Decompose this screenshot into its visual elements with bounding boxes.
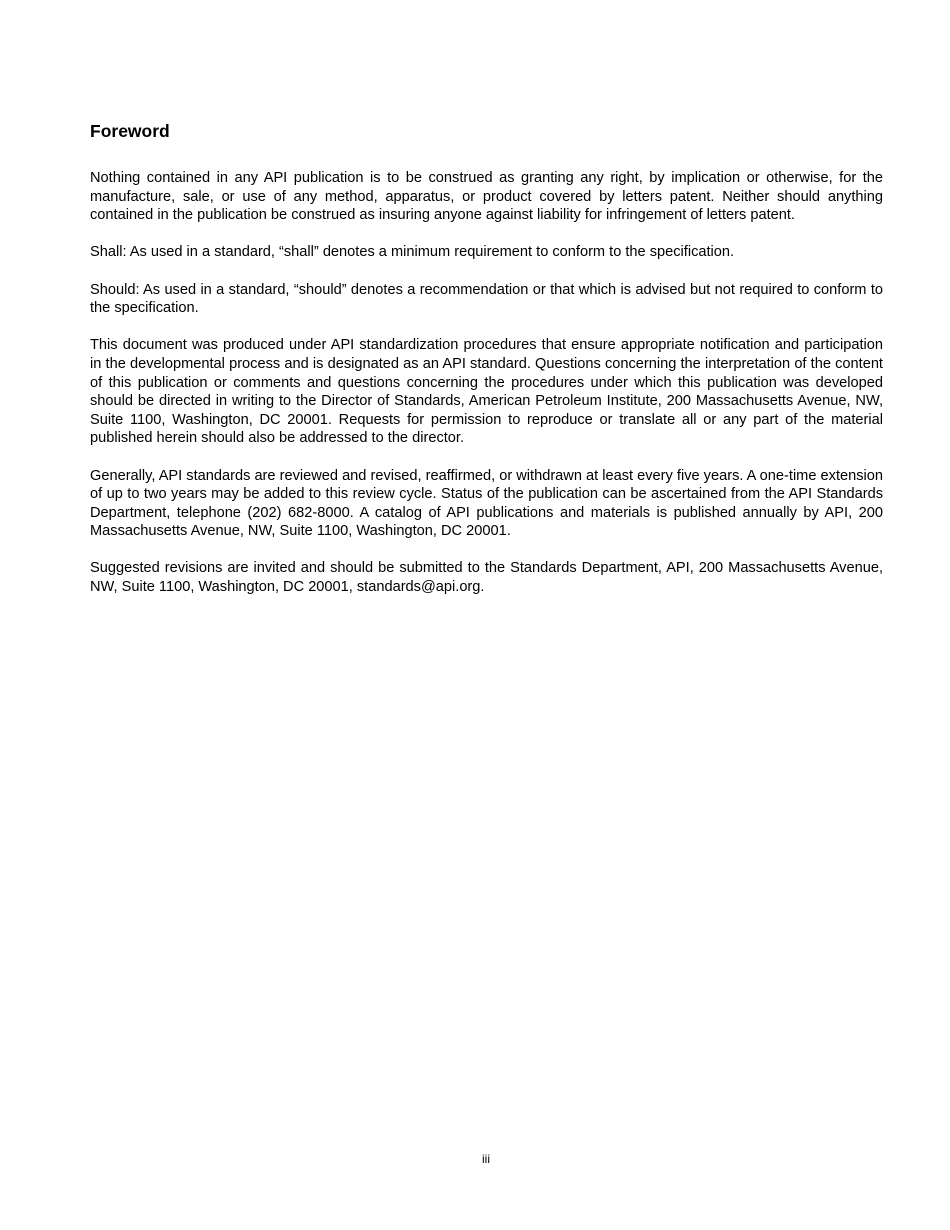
paragraph-review-cycle: Generally, API standards are reviewed and revised, reaffirmed, or withdrawn at least every five years. A one-time extension of up to two years may be added to this review cycle. Status of the publication can be ascertained from the API Standards Department, telephone (202) 682-8000. A catalog of API publications and materials is published annually by API, 200 Massachusetts Avenue, NW, Suite 1100, Washington, DC 20001. [90,467,883,540]
paragraph-should-definition: Should: As used in a standard, “should” denotes a recommendation or that which is advised but not required to conform to the specification. [90,281,883,317]
paragraph-suggested-revisions: Suggested revisions are invited and should be submitted to the Standards Department, API, 200 Massachusetts Avenue, NW, Suite 1100, Washington, DC 20001, standards@api.org. [90,560,883,596]
paragraph-standardization-procedures: This document was produced under API standardization procedures that ensure appropriate notification and participation in the developmental process and is designated as an API standard. Questions concerning the interpretation of the content of this publication or comments and questions concerning the procedures under which this publication was developed should be directed in writing to the Director of Standards, American Petroleum Institute, 200 Massachusetts Avenue, NW, Suite 1100, Washington, DC 20001. Requests for permission to reproduce or translate all or any part of the material published herein should also be addressed to the director. [90,337,883,447]
paragraph-patent-disclaimer: Nothing contained in any API publication is to be construed as granting any right, by implication or otherwise, for the manufacture, sale, or use of any method, apparatus, or product covered by letters patent. Neither should anything contained in the publication be construed as insuring anyone against liability for infringement of letters patent. [90,170,883,224]
foreword-title: Foreword [90,121,170,141]
page-number: iii [482,1152,490,1166]
document-page [90,119,883,615]
paragraph-shall-definition: Shall: As used in a standard, “shall” denotes a minimum requirement to conform to the specification. [90,244,735,261]
